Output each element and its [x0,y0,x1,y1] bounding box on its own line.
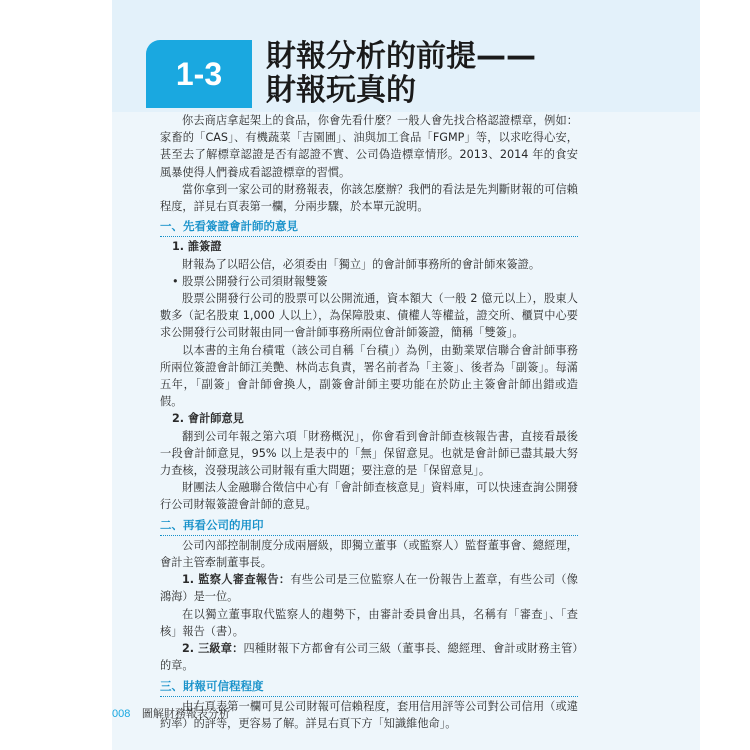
bullet-item: • 股票公開發行公司須財報雙簽 [172,274,328,288]
paragraph: 在以獨立董事取代監察人的趨勢下，由審計委員會出具，名稱有「審查」、「查核」報告（書）。 [160,607,578,638]
intro-paragraph-2: 當你拿到一家公司的財務報表，你該怎麼辦？我們的看法是先判斷財報的可信賴程度，詳見右頁表第一欄，分兩步驟，於本單元說明。 [160,182,578,214]
subsection-title-1: 1. 誰簽證 [172,240,222,254]
list-item [160,571,578,605]
subsection-title-2: 2. 會計師意見 [172,412,244,426]
section-heading-3: 三、財報可信程程度 [160,678,578,697]
paragraph: 財報為了以昭公信，必須委由「獨立」的會計師事務所的會計師來簽證。 [182,257,541,271]
paragraph: 翻到公司年報之第六項「財務概況」，你會看到會計師查核報告書，直接看最後一段會計師意見，95% 以上是表中的「無」保留意見。也就是會計師已盡其最大努力查核，沒發現該公司財報有重大問題；要注意的是「保留意見」。 [160,429,578,478]
paragraph: 財團法人金融聯合徵信中心有「會計師查核意見」資料庫，可以快速查詢公開發行公司財報簽證會計師的意見。 [160,481,578,512]
paragraph: 公司內部控制制度分成兩層級，即獨立董事（或監察人）監督董事會、總經理，會計主管牽制董事長。 [160,538,578,570]
page-number: 008 [112,708,131,720]
page-footer [112,705,230,721]
chapter-title [266,40,686,108]
item-label: 1. 監察人審查報告： [182,573,291,587]
paragraph: 由右頁表第一欄可見公司財報可信賴程度，套用信用評等公司對公司信用（或違約率）的評等，更容易了解。詳見右頁下方「知識維他命」。 [160,699,578,730]
item-text: 四種財報下方都會有公司三級（董事長、總經理、會計或財務主管）的章。 [160,642,579,673]
chapter-title-line1: 財報分析的前提—— [266,39,536,74]
chapter-number-tab [146,40,252,108]
section-heading-2: 二、再看公司的用印 [160,517,578,536]
paragraph: 以本書的主角台積電（該公司自稱「台積」）為例，由勤業眾信聯合會計師事務所兩位簽證會計師江美艷、林尚志負責，署名前者為「主簽」、後者為「副簽」。每滿五年，「副簽」會計師會換人，副簽會計師主要功能在於防止主簽會計師出錯或造假。 [160,343,578,409]
item-label: 2. 三級章： [182,642,244,656]
list-item [160,640,578,674]
section-heading-1: 一、先看簽證會計師的意見 [160,218,578,237]
book-title: 圖解財務報表分析 [141,707,230,720]
item-text: 有些公司是三位監察人在一份報告上蓋章，有些公司（像鴻海）是一位。 [160,573,578,604]
intro-paragraph-1: 你去商店拿起架上的食品，你會先看什麼？一般人會先找合格認證標章，例如：家畜的「CAS」、有機蔬菜「吉園圃」、油與加工食品「FGMP」等，以求吃得心安，甚至去了解標章認證是否有認證不實、公司偽造標章情形。2013、2014 年的食安風暴使得人們養成看認證標章的習慣。 [160,114,578,179]
paragraph: 股票公開發行公司的股票可以公開流通，資本額大（一般 2 億元以上），股東人數多（記名股東 1,000 人以上），為保障股東、債權人等權益，證交所、櫃買中心要求公開發行公司財報由同一會計師事務所兩位會計師簽證，簡稱「雙簽」。 [160,292,578,340]
chapter-title-line2: 財報玩真的 [266,73,416,108]
body-content [160,112,578,732]
chapter-number: 1-3 [175,55,223,92]
